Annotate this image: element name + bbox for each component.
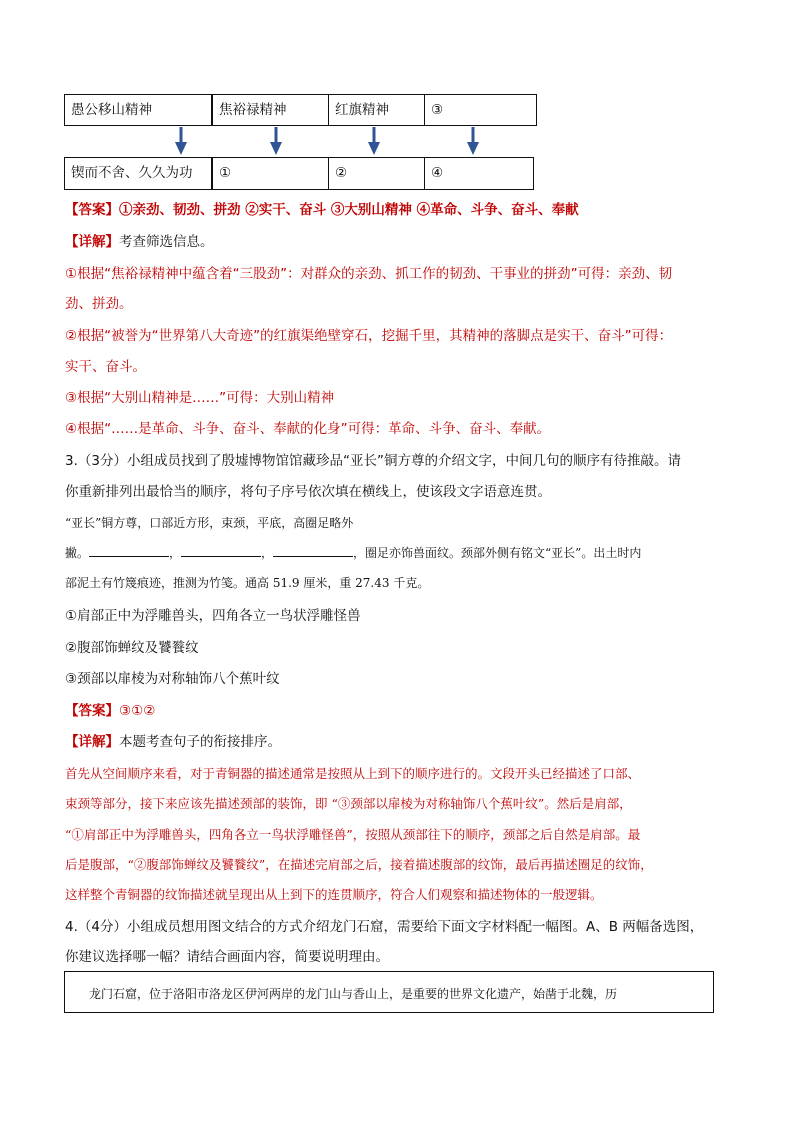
q2-answer: [65, 198, 579, 218]
q3-passage-3: 部泥土有竹篾痕迹，推测为竹笺。通高 51.9 厘米，重 27.43 千克。: [65, 576, 430, 590]
answer-text: ①亲劲、韧劲、拼劲 ②实干、奋斗 ③大别山精神 ④革命、斗争、奋斗、奉献: [119, 202, 579, 218]
detail-label: 【详解】: [65, 234, 119, 250]
arrows: [0, 0, 794, 170]
answer-blank-2[interactable]: [181, 544, 261, 557]
q3-passage-2: [65, 544, 641, 561]
q3-explanation-1: 首先从空间顺序来看，对于青铜器的描述通常是按照从上到下的顺序进行的。文段开头已经描述了口部、: [65, 766, 641, 781]
q2-detail-1-cont: 劲、拼劲。: [65, 296, 133, 312]
q2-detail-4: ④根据“……是革命、斗争、奋斗、奉献的化身”可得：革命、斗争、奋斗、奉献。: [65, 421, 551, 437]
q3-option-3: ③颈部以扉棱为对称轴饰八个蕉叶纹: [65, 671, 280, 687]
table-cell: 焦裕禄精神: [212, 94, 329, 126]
table-cell: ③: [424, 94, 537, 126]
q3-passage-1: “亚长”铜方尊，口部近方形，束颈，平底，高圈足略外: [65, 516, 354, 530]
q3-explanation-2: 束颈等部分，接下来应该先描述颈部的装饰，即 “③颈部以扉棱为对称轴饰八个蕉叶纹”。然后是肩部，: [65, 796, 632, 811]
arrow-2: [270, 127, 282, 155]
q4-stem-cont: 你建议选择哪一幅？请结合画面内容，简要说明理由。: [65, 949, 389, 965]
answer-label: 【答案】: [65, 703, 119, 719]
q4-stem: 4.（4分）小组成员想用图文结合的方式介绍龙门石窟，需要给下面文字材料配一幅图。A、B 两幅备选图，: [65, 919, 704, 935]
q2-detail-header: [65, 230, 214, 250]
arrow-1: [175, 127, 187, 155]
table-cell: ②: [328, 157, 425, 190]
q3-explanation-3: “①肩部正中为浮雕兽头，四角各立一鸟状浮雕怪兽”，按照从颈部往下的顺序，颈部之后自然是肩部。最: [65, 827, 641, 842]
answer-text: ③①②: [119, 703, 156, 719]
detail-label: 【详解】: [65, 734, 119, 750]
q3-option-1: ①肩部正中为浮雕兽头，四角各立一鸟状浮雕怪兽: [65, 608, 361, 624]
q2-detail-3: ③根据“大别山精神是……”可得：大别山精神: [65, 390, 335, 406]
answer-label: 【答案】: [65, 202, 119, 218]
passage-sep: ，: [261, 546, 274, 560]
q2-detail-1: ①根据“焦裕禄精神中蕴含着“三股劲”：对群众的亲劲、抓工作的韧劲、干事业的拼劲”可得：亲劲、韧: [65, 266, 673, 282]
arrow-3: [368, 127, 380, 155]
table-cell: ①: [212, 157, 329, 190]
q4-material-box: [64, 971, 714, 1013]
table-cell: 锲而不舍、久久为功: [64, 157, 212, 190]
detail-intro: 考查筛选信息。: [119, 234, 214, 250]
q2-detail-2: ②根据“被誉为“世界第八大奇迹”的红旗渠绝壁穿石，挖掘千里，其精神的落脚点是实干、奋斗”可得：: [65, 328, 673, 344]
q4-material-text: 龙门石窟，位于洛阳市洛龙区伊河两岸的龙门山与香山上，是重要的世界文化遗产，始凿于北魏，历: [89, 987, 618, 1001]
q3-stem-cont: 你重新排列出最恰当的顺序，将句子序号依次填在横线上，使该段文字语意连贯。: [65, 484, 551, 500]
passage-sep: ，: [169, 546, 182, 560]
arrow-4: [467, 127, 479, 155]
passage-text: ，圈足亦饰兽面纹。颈部外侧有铭文“亚长”。出土时内: [353, 546, 642, 560]
q3-explanation-4: 后是腹部，“②腹部饰蝉纹及饕餮纹”，在描述完肩部之后，接着描述腹部的纹饰，最后再描述圈足的纹饰，: [65, 857, 653, 872]
table-cell: 愚公移山精神: [64, 94, 212, 126]
q3-option-2: ②腹部饰蝉纹及饕餮纹: [65, 640, 199, 656]
answer-blank-1[interactable]: [89, 544, 169, 557]
q3-explanation-5: 这样整个青铜器的纹饰描述就呈现出从上到下的连贯顺序，符合人们观察和描述物体的一般逻辑。: [65, 887, 603, 902]
q3-detail-header: [65, 730, 281, 750]
detail-intro: 本题考查句子的衔接排序。: [119, 734, 281, 750]
table-cell: ④: [424, 157, 534, 190]
passage-text: 撇。: [65, 546, 90, 560]
q3-answer: [65, 699, 155, 719]
q2-detail-2-cont: 实干、奋斗。: [65, 359, 146, 375]
q3-stem: 3.（3分）小组成员找到了殷墟博物馆馆藏珍品“亚长”铜方尊的介绍文字，中间几句的顺序有待推敲。请: [65, 453, 681, 469]
table-cell: 红旗精神: [328, 94, 425, 126]
answer-blank-3[interactable]: [273, 544, 353, 557]
